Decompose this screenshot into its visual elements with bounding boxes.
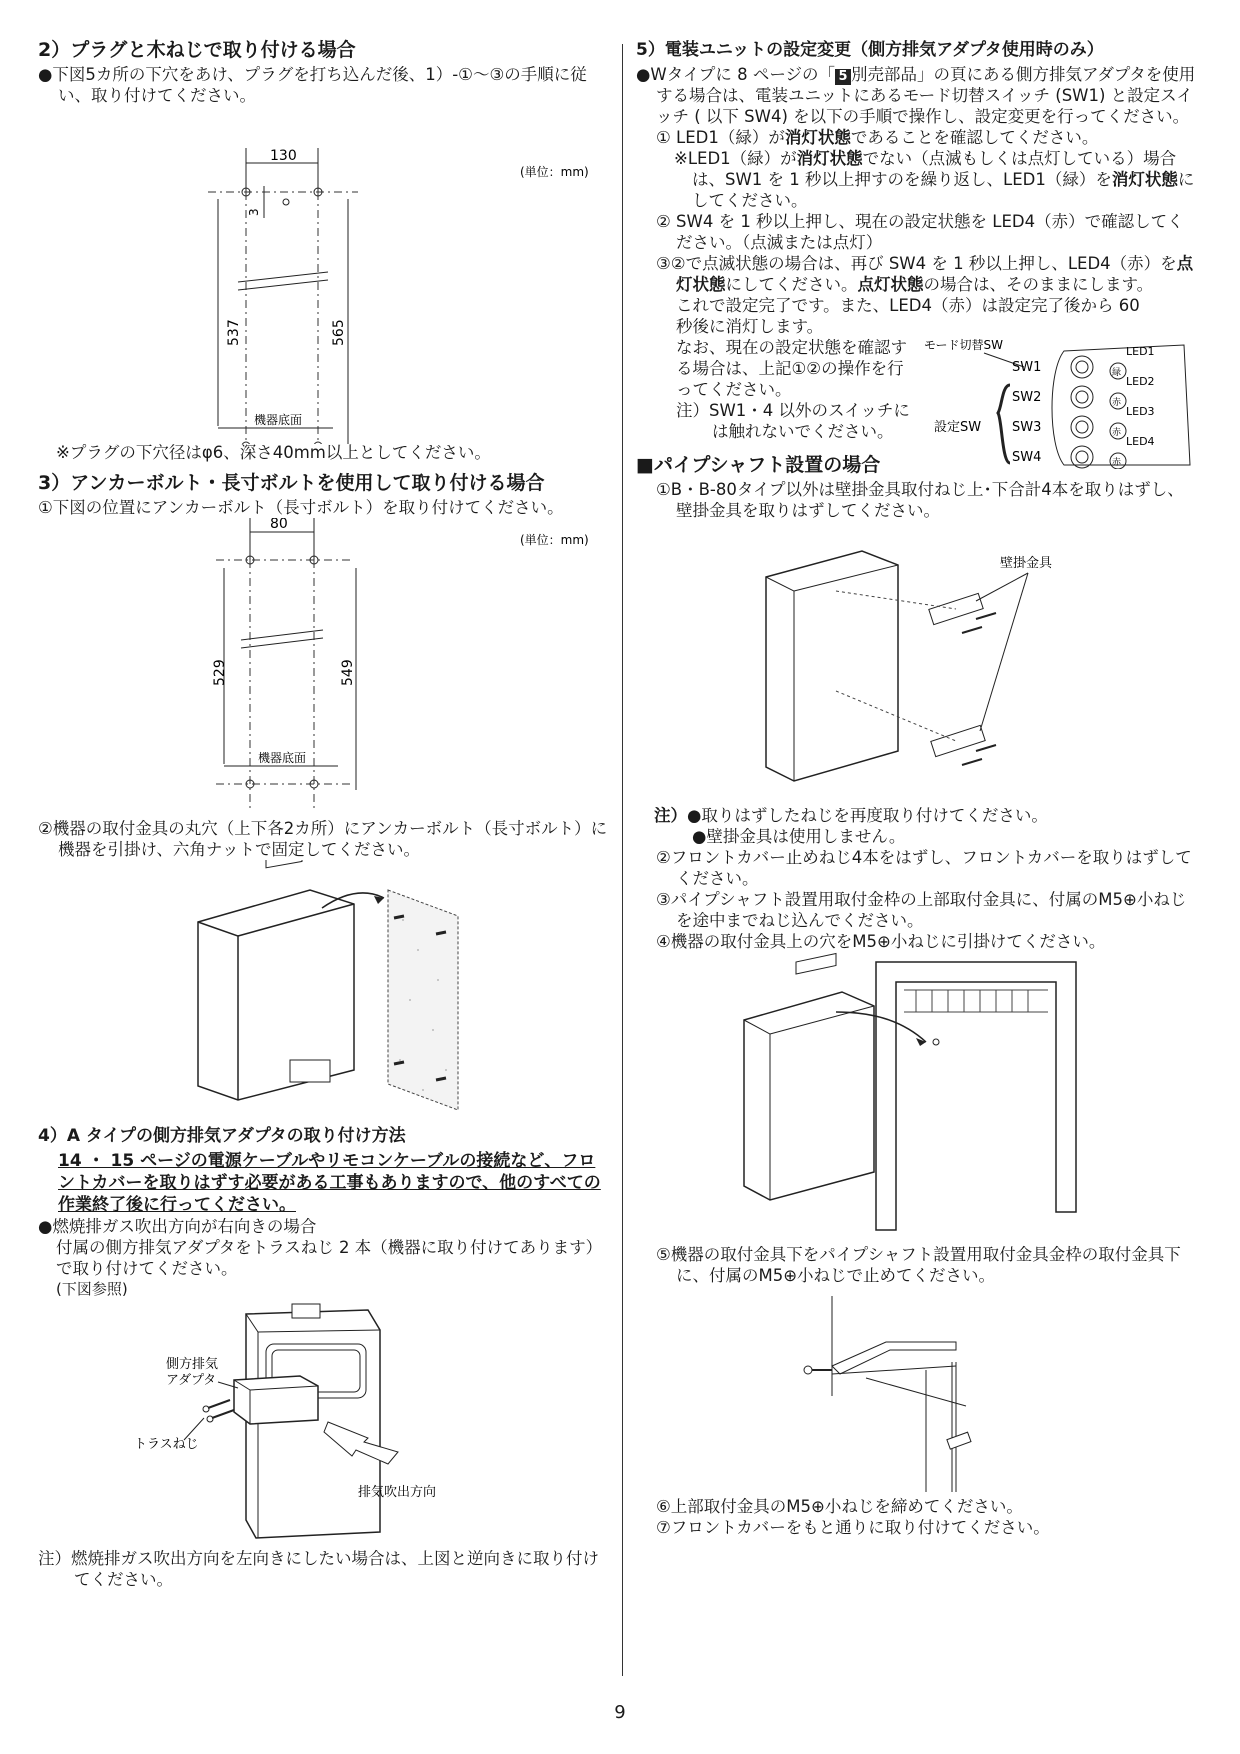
confirm-text: なお、現在の設定状態を確認する場合は、上記①②の操作を行ってください。 (676, 338, 907, 399)
hanging-unit-illustration (38, 860, 610, 1118)
section2-title: 2）プラグと木ねじで取り付ける場合 (38, 39, 356, 61)
section4-bullet: ●燃焼排ガス吹出方向が右向きの場合 (38, 1217, 317, 1236)
ps-note2: ●壁掛金具は使用しません。 (692, 827, 906, 846)
sw1-label: SW1 (1012, 360, 1042, 375)
dim-549: 549 (340, 659, 356, 686)
confirm-block (676, 337, 914, 442)
switch-note: 注）SW1・4 以外のスイッチには触れないでください。 (676, 401, 910, 441)
step2: ② SW4 を 1 秒以上押し、現在の設定状態を LED4（赤）で確認してください。（点滅または点灯） (656, 212, 1184, 252)
ps-note1: 注）●取りはずしたねじを再度取り付けてください。 (654, 806, 1048, 825)
section5-intro: ●Wタイプに 8 ページの「 5 別売部品」の頁にある側方排気アダプタを使用する場合は、電装ユニットにあるモード切替スイッチ (SW1) と設定スイッチ ( 以下 SW4) を以下の手順で操作し、設定変更を行ってください。 (636, 65, 1196, 126)
section-badge-5: 5 (835, 69, 851, 85)
section3-step1: ①下図の位置にアンカーボルト（長寸ボルト）を取り付けてください。 (38, 498, 564, 517)
page-number: 9 (614, 1702, 626, 1723)
ps-step1: ①B・B-80タイプ以外は壁掛金具取付ねじ上･下合計4本を取りはずし、壁掛金具を取りはずしてください。 (656, 480, 1184, 520)
ps-step7: ⑦フロントカバーをもと通りに取り付けてください。 (656, 1518, 1050, 1537)
unit-label-2: (単位：mm) (520, 533, 589, 547)
led3-color: 赤 (1112, 428, 1122, 438)
dim-565: 565 (331, 319, 347, 346)
dim-537: 537 (226, 319, 242, 346)
dim-80: 80 (270, 518, 288, 532)
adapter-label-line2: アダプタ (166, 1373, 217, 1388)
ps-step5: ⑤機器の取付金具下をパイプシャフト設置用取付金具金枠の取付金具下に、付属のM5⊕小ねじで止めてください。 (656, 1245, 1181, 1285)
right-column (636, 38, 1196, 1538)
dim-130: 130 (270, 148, 297, 164)
pipe-shaft-title: ■パイプシャフト設置の場合 (636, 454, 881, 476)
pipe-shaft-frame-illustration (636, 952, 1196, 1244)
section4-bullet-text: 付属の側方排気アダプタをトラスねじ 2 本（機器に取り付けてあります）で取り付けてください。 (56, 1238, 603, 1278)
plug-hole-diagram (38, 106, 610, 444)
ps-step2: ②フロントカバー止めねじ4本をはずし、フロントカバーを取りはずしてください。 (656, 848, 1192, 888)
section3-title: 3）アンカーボルト・長寸ボルトを使用して取り付ける場合 (38, 472, 545, 494)
dim-529: 529 (212, 659, 228, 686)
ps-step6: ⑥上部取付金具のM5⊕小ねじを締めてください。 (656, 1497, 1023, 1516)
setting-done: これで設定完了です。また、LED4（赤）は設定完了後から 60 秒後に消灯します。 (676, 296, 1140, 336)
section2-text: ●下図5カ所の下穴をあけ、プラグを打ち込んだ後、1）-①〜③の手順に従い、取り付けてください。 (38, 65, 587, 105)
ps-step3: ③パイプシャフト設置用取付金枠の上部取付金具に、付属のM5⊕小ねじを途中までねじ込んでください。 (656, 890, 1187, 930)
anchor-bolt-diagram (38, 518, 610, 818)
bottom-face-label: 機器底面 (254, 413, 303, 427)
led2-color: 赤 (1112, 398, 1122, 408)
led3-label: LED3 (1126, 405, 1155, 418)
switch-led-diagram (924, 335, 1196, 469)
adapter-label-line1: 側方排気 (166, 1357, 219, 1372)
led1-label: LED1 (1126, 345, 1155, 358)
truss-screw-label: トラスねじ (134, 1437, 199, 1452)
led2-label: LED2 (1126, 375, 1155, 388)
sw2-label: SW2 (1012, 390, 1042, 405)
wall-bracket-removal-illustration (636, 521, 1196, 805)
led1-color: 緑 (1112, 368, 1122, 378)
sw3-label: SW3 (1012, 420, 1042, 435)
setting-switch-label: 設定SW (934, 420, 982, 435)
section4-warning: 14 ・ 15 ページの電源ケーブルやリモコンケーブルの接続など、フロントカバーを取りはずす必要がある工事もありますので、他のすべての作業終了後に行ってください。 (58, 1151, 601, 1215)
section4-title: 4）A タイプの側方排気アダプタの取り付け方法 (38, 1126, 406, 1146)
mode-switch-label: モード切替SW (924, 338, 1004, 352)
led4-color: 赤 (1112, 458, 1122, 468)
column-divider (622, 44, 623, 1676)
plug-note: ※プラグの下穴径はφ6、深さ40mm以上としてください。 (56, 443, 491, 462)
unit-label: (単位：mm) (520, 165, 589, 179)
dim-3: 3 (247, 208, 261, 216)
bottom-face-label-2: 機器底面 (258, 751, 307, 765)
bottom-screw-illustration (636, 1286, 1196, 1496)
section5-title: 5）電装ユニットの設定変更（側方排気アダプタ使用時のみ） (636, 40, 1104, 60)
ps-step4: ④機器の取付金具上の穴をM5⊕小ねじに引掛けてください。 (656, 932, 1106, 951)
wall-bracket-label: 壁掛金具 (1000, 556, 1053, 571)
section3-step2: ②機器の取付金具の丸穴（上下各2カ所）にアンカーボルト（長寸ボルト）に機器を引掛け、六角ナットで固定してください。 (38, 819, 608, 859)
led4-label: LED4 (1126, 435, 1155, 448)
step1-note: ※LED1（緑）が消灯状態でない（点滅もしくは点灯している）場合は、SW1 を 1 秒以上押すのを繰り返し、LED1（緑）を消灯状態にしてください。 (674, 149, 1195, 210)
step3: ③②で点滅状態の場合は、再び SW4 を 1 秒以上押し、LED4（赤）を点灯状態にしてください。点灯状態の場合は、そのままにします。 (656, 254, 1194, 294)
left-column (38, 38, 610, 1590)
sw4-label: SW4 (1012, 450, 1042, 465)
section4-figure-ref: (下図参照) (56, 1280, 128, 1298)
step1: ① LED1（緑）が消灯状態であることを確認してください。 (656, 128, 1099, 147)
section4-note: 注）燃焼排ガス吹出方向を左向きにしたい場合は、上図と逆向きに取り付けてください。 (38, 1549, 599, 1589)
exhaust-direction-label: 排気吹出方向 (358, 1485, 437, 1500)
side-exhaust-adapter-illustration (38, 1300, 610, 1548)
